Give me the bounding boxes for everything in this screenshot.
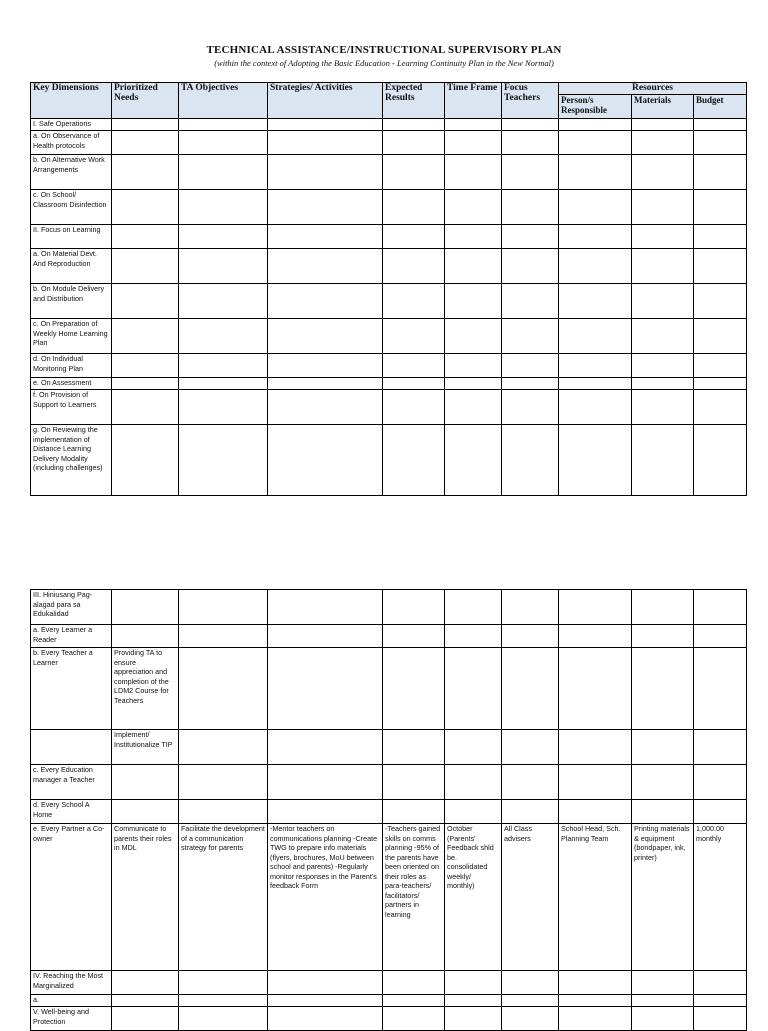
empty-cell	[632, 354, 694, 378]
empty-cell	[383, 131, 445, 155]
empty-cell	[383, 354, 445, 378]
key-dimension-cell: d. Every School A Home	[31, 800, 112, 824]
empty-cell	[559, 284, 632, 319]
teachers-cell	[502, 1007, 559, 1031]
teachers-cell	[502, 590, 559, 625]
empty-cell	[632, 249, 694, 284]
objectives-cell	[179, 648, 268, 730]
empty-cell	[632, 225, 694, 249]
empty-cell	[179, 390, 268, 425]
person-cell	[559, 971, 632, 995]
empty-cell	[268, 354, 383, 378]
budget-cell	[694, 971, 747, 995]
empty-cell	[502, 119, 559, 131]
empty-cell	[632, 131, 694, 155]
strategies-cell	[268, 1007, 383, 1031]
empty-cell	[632, 425, 694, 496]
time-cell	[445, 995, 502, 1007]
empty-cell	[383, 390, 445, 425]
person-cell	[559, 648, 632, 730]
materials-cell	[632, 971, 694, 995]
budget-cell: 1,000.00 monthly	[694, 824, 747, 971]
objectives-cell	[179, 730, 268, 765]
empty-cell	[268, 425, 383, 496]
empty-cell	[502, 425, 559, 496]
table-row	[31, 155, 747, 190]
results-cell	[383, 1007, 445, 1031]
key-dimension-cell: II. Focus on Learning	[31, 225, 112, 249]
header-expected-results: Expected Results	[383, 83, 445, 119]
empty-cell	[694, 354, 747, 378]
empty-cell	[179, 249, 268, 284]
key-dimension-cell: f. On Provision of Support to Learners	[31, 390, 112, 425]
budget-cell	[694, 625, 747, 648]
teachers-cell	[502, 625, 559, 648]
table-row	[31, 378, 747, 390]
empty-cell	[694, 249, 747, 284]
empty-cell	[268, 190, 383, 225]
key-dimension-cell: IV. Reaching the Most Marginalized	[31, 971, 112, 995]
table-row	[31, 390, 747, 425]
table-row	[31, 131, 747, 155]
teachers-cell	[502, 995, 559, 1007]
empty-cell	[179, 425, 268, 496]
needs-cell	[112, 590, 179, 625]
key-dimension-cell: b. Every Teacher a Learner	[31, 648, 112, 730]
results-cell	[383, 995, 445, 1007]
empty-cell	[445, 131, 502, 155]
materials-cell	[632, 730, 694, 765]
materials-cell: Printing materials & equipment (bondpaper, ink, printer)	[632, 824, 694, 971]
materials-cell	[632, 1007, 694, 1031]
table-row	[31, 971, 747, 995]
empty-cell	[179, 354, 268, 378]
empty-cell	[694, 425, 747, 496]
empty-cell	[445, 249, 502, 284]
materials-cell	[632, 765, 694, 800]
budget-cell	[694, 648, 747, 730]
key-dimension-cell	[31, 730, 112, 765]
table-row	[31, 800, 747, 824]
teachers-cell	[502, 765, 559, 800]
key-dimension-cell: a. On Material Devt. And Reproduction	[31, 249, 112, 284]
empty-cell	[268, 319, 383, 354]
header-prioritized-needs: Prioritized Needs	[112, 83, 179, 119]
empty-cell	[445, 190, 502, 225]
table-row	[31, 354, 747, 378]
teachers-cell	[502, 730, 559, 765]
time-cell	[445, 590, 502, 625]
empty-cell	[694, 319, 747, 354]
materials-cell	[632, 800, 694, 824]
empty-cell	[383, 119, 445, 131]
empty-cell	[502, 249, 559, 284]
empty-cell	[112, 284, 179, 319]
time-cell	[445, 730, 502, 765]
budget-cell	[694, 590, 747, 625]
empty-cell	[694, 225, 747, 249]
empty-cell	[179, 155, 268, 190]
table-row	[31, 225, 747, 249]
empty-cell	[559, 119, 632, 131]
empty-cell	[445, 390, 502, 425]
needs-cell: Communicate to parents their roles in MDL	[112, 824, 179, 971]
empty-cell	[383, 378, 445, 390]
table-row	[31, 765, 747, 800]
table-row	[31, 625, 747, 648]
results-cell	[383, 800, 445, 824]
table-row	[31, 730, 747, 765]
results-cell	[383, 590, 445, 625]
empty-cell	[559, 225, 632, 249]
empty-cell	[445, 425, 502, 496]
strategies-cell	[268, 625, 383, 648]
header-focus-teachers: Focus Teachers	[502, 83, 559, 119]
strategies-cell	[268, 730, 383, 765]
empty-cell	[268, 131, 383, 155]
person-cell	[559, 765, 632, 800]
needs-cell	[112, 1007, 179, 1031]
empty-cell	[445, 354, 502, 378]
person-cell	[559, 1007, 632, 1031]
time-cell	[445, 625, 502, 648]
empty-cell	[112, 425, 179, 496]
empty-cell	[502, 225, 559, 249]
table-row	[31, 119, 747, 131]
empty-cell	[268, 225, 383, 249]
needs-cell	[112, 995, 179, 1007]
empty-cell	[559, 378, 632, 390]
plan-title: TECHNICAL ASSISTANCE/INSTRUCTIONAL SUPERVISORY PLAN	[206, 44, 562, 56]
objectives-cell	[179, 590, 268, 625]
empty-cell	[502, 390, 559, 425]
empty-cell	[559, 190, 632, 225]
person-cell: School Head, Sch. Planning Team	[559, 824, 632, 971]
empty-cell	[112, 119, 179, 131]
empty-cell	[559, 354, 632, 378]
results-cell	[383, 971, 445, 995]
objectives-cell: Facilitate the development of a communication strategy for parents	[179, 824, 268, 971]
strategies-cell	[268, 648, 383, 730]
table-row	[31, 284, 747, 319]
empty-cell	[632, 319, 694, 354]
budget-cell	[694, 995, 747, 1007]
objectives-cell	[179, 625, 268, 648]
empty-cell	[179, 190, 268, 225]
results-cell	[383, 730, 445, 765]
empty-cell	[268, 284, 383, 319]
empty-cell	[445, 319, 502, 354]
objectives-cell	[179, 765, 268, 800]
strategies-cell	[268, 971, 383, 995]
empty-cell	[112, 378, 179, 390]
empty-cell	[268, 390, 383, 425]
table-row	[31, 648, 747, 730]
empty-cell	[445, 284, 502, 319]
empty-cell	[694, 390, 747, 425]
empty-cell	[268, 155, 383, 190]
empty-cell	[383, 284, 445, 319]
empty-cell	[694, 378, 747, 390]
table-row	[31, 824, 747, 971]
materials-cell	[632, 995, 694, 1007]
header-ta-objectives: TA Objectives	[179, 83, 268, 119]
table-row	[31, 190, 747, 225]
time-cell	[445, 971, 502, 995]
empty-cell	[268, 378, 383, 390]
results-cell	[383, 625, 445, 648]
objectives-cell	[179, 995, 268, 1007]
empty-cell	[694, 131, 747, 155]
person-cell	[559, 590, 632, 625]
teachers-cell	[502, 971, 559, 995]
plan-table-page-1	[30, 82, 747, 496]
needs-cell	[112, 625, 179, 648]
empty-cell	[632, 190, 694, 225]
key-dimension-cell: g. On Reviewing the implementation of Distance Learning Delivery Modality (including challenges)	[31, 425, 112, 496]
teachers-cell	[502, 648, 559, 730]
empty-cell	[112, 390, 179, 425]
budget-cell	[694, 730, 747, 765]
needs-cell	[112, 765, 179, 800]
empty-cell	[179, 378, 268, 390]
empty-cell	[632, 284, 694, 319]
empty-cell	[179, 284, 268, 319]
empty-cell	[502, 284, 559, 319]
empty-cell	[383, 319, 445, 354]
needs-cell	[112, 971, 179, 995]
empty-cell	[179, 225, 268, 249]
empty-cell	[383, 190, 445, 225]
results-cell	[383, 648, 445, 730]
empty-cell	[694, 119, 747, 131]
table-row	[31, 995, 747, 1007]
time-cell: October (Parents' Feedback shld be. consolidated weekly/ monthly)	[445, 824, 502, 971]
empty-cell	[112, 319, 179, 354]
time-cell	[445, 1007, 502, 1031]
key-dimension-cell: e. On Assessment	[31, 378, 112, 390]
empty-cell	[502, 190, 559, 225]
table-row	[31, 249, 747, 284]
person-cell	[559, 730, 632, 765]
empty-cell	[383, 425, 445, 496]
time-cell	[445, 800, 502, 824]
empty-cell	[383, 155, 445, 190]
empty-cell	[559, 131, 632, 155]
budget-cell	[694, 765, 747, 800]
key-dimension-cell: a.	[31, 995, 112, 1007]
empty-cell	[632, 155, 694, 190]
empty-cell	[445, 378, 502, 390]
empty-cell	[694, 190, 747, 225]
empty-cell	[559, 155, 632, 190]
key-dimension-cell: c. On School/ Classroom Disinfection	[31, 190, 112, 225]
empty-cell	[559, 425, 632, 496]
objectives-cell	[179, 800, 268, 824]
empty-cell	[445, 155, 502, 190]
plan-table-page-2	[30, 589, 747, 1031]
plan-subtitle: (within the context of Adopting the Basic Education - Learning Continuity Plan in the New Normal)	[214, 58, 554, 68]
empty-cell	[502, 155, 559, 190]
needs-cell: Providing TA to ensure appreciation and completion of the LDM2 Course for Teachers	[112, 648, 179, 730]
empty-cell	[632, 119, 694, 131]
empty-cell	[559, 249, 632, 284]
materials-cell	[632, 648, 694, 730]
empty-cell	[559, 319, 632, 354]
objectives-cell	[179, 971, 268, 995]
empty-cell	[445, 119, 502, 131]
key-dimension-cell: a. On Observance of Health protocols	[31, 131, 112, 155]
table-row	[31, 1007, 747, 1031]
empty-cell	[112, 155, 179, 190]
empty-cell	[632, 390, 694, 425]
key-dimension-cell: e. Every Partner a Co-owner	[31, 824, 112, 971]
budget-cell	[694, 800, 747, 824]
empty-cell	[502, 354, 559, 378]
key-dimension-cell: a. Every Learner a Reader	[31, 625, 112, 648]
empty-cell	[112, 190, 179, 225]
empty-cell	[445, 225, 502, 249]
strategies-cell	[268, 590, 383, 625]
empty-cell	[112, 249, 179, 284]
key-dimension-cell: c. Every Education manager a Teacher	[31, 765, 112, 800]
header-budget: Budget	[694, 95, 747, 119]
materials-cell	[632, 590, 694, 625]
strategies-cell	[268, 765, 383, 800]
key-dimension-cell: b. On Module Delivery and Distribution	[31, 284, 112, 319]
empty-cell	[268, 119, 383, 131]
strategies-cell: -Mentor teachers on communications planning -Create TWG to prepare info materials (flyers, brochures, MoU between school and parents) -Regularly monitor responses in the Parent's feedback Form	[268, 824, 383, 971]
table-row	[31, 590, 747, 625]
strategies-cell	[268, 800, 383, 824]
empty-cell	[179, 119, 268, 131]
objectives-cell	[179, 1007, 268, 1031]
results-cell: -Teachers gained skills on comms planning -95% of the parents have been oriented on their roles as para-teachers/ facilitators/ partners in learning	[383, 824, 445, 971]
empty-cell	[179, 319, 268, 354]
teachers-cell: All Class advisers	[502, 824, 559, 971]
empty-cell	[694, 155, 747, 190]
empty-cell	[559, 390, 632, 425]
key-dimension-cell: III. Hiniusang Pag-alagad para sa Edukalidad	[31, 590, 112, 625]
empty-cell	[112, 225, 179, 249]
empty-cell	[502, 319, 559, 354]
materials-cell	[632, 625, 694, 648]
empty-cell	[112, 354, 179, 378]
empty-cell	[268, 249, 383, 284]
header-time-frame: Time Frame	[445, 83, 502, 119]
person-cell	[559, 995, 632, 1007]
budget-cell	[694, 1007, 747, 1031]
time-cell	[445, 648, 502, 730]
key-dimension-cell: b. On Alternative Work Arrangements	[31, 155, 112, 190]
teachers-cell	[502, 800, 559, 824]
needs-cell	[112, 800, 179, 824]
empty-cell	[632, 378, 694, 390]
empty-cell	[502, 378, 559, 390]
empty-cell	[502, 131, 559, 155]
header-person-responsible: Person/s Responsible	[559, 95, 632, 119]
empty-cell	[383, 225, 445, 249]
header-resources: Resources	[559, 83, 747, 95]
person-cell	[559, 625, 632, 648]
needs-cell: Implement/ Institutionalize TIP	[112, 730, 179, 765]
header-key-dimensions: Key Dimensions	[31, 83, 112, 119]
table-row	[31, 319, 747, 354]
header-materials: Materials	[632, 95, 694, 119]
key-dimension-cell: c. On Preparation of Weekly Home Learning Plan	[31, 319, 112, 354]
results-cell	[383, 765, 445, 800]
table-row	[31, 425, 747, 496]
person-cell	[559, 800, 632, 824]
empty-cell	[694, 284, 747, 319]
empty-cell	[383, 249, 445, 284]
time-cell	[445, 765, 502, 800]
empty-cell	[112, 131, 179, 155]
key-dimension-cell: V. Well-being and Protection	[31, 1007, 112, 1031]
empty-cell	[179, 131, 268, 155]
strategies-cell	[268, 995, 383, 1007]
key-dimension-cell: I. Safe Operations	[31, 119, 112, 131]
header-strategies: Strategies/ Activities	[268, 83, 383, 119]
key-dimension-cell: d. On Individual Monitoring Plan	[31, 354, 112, 378]
